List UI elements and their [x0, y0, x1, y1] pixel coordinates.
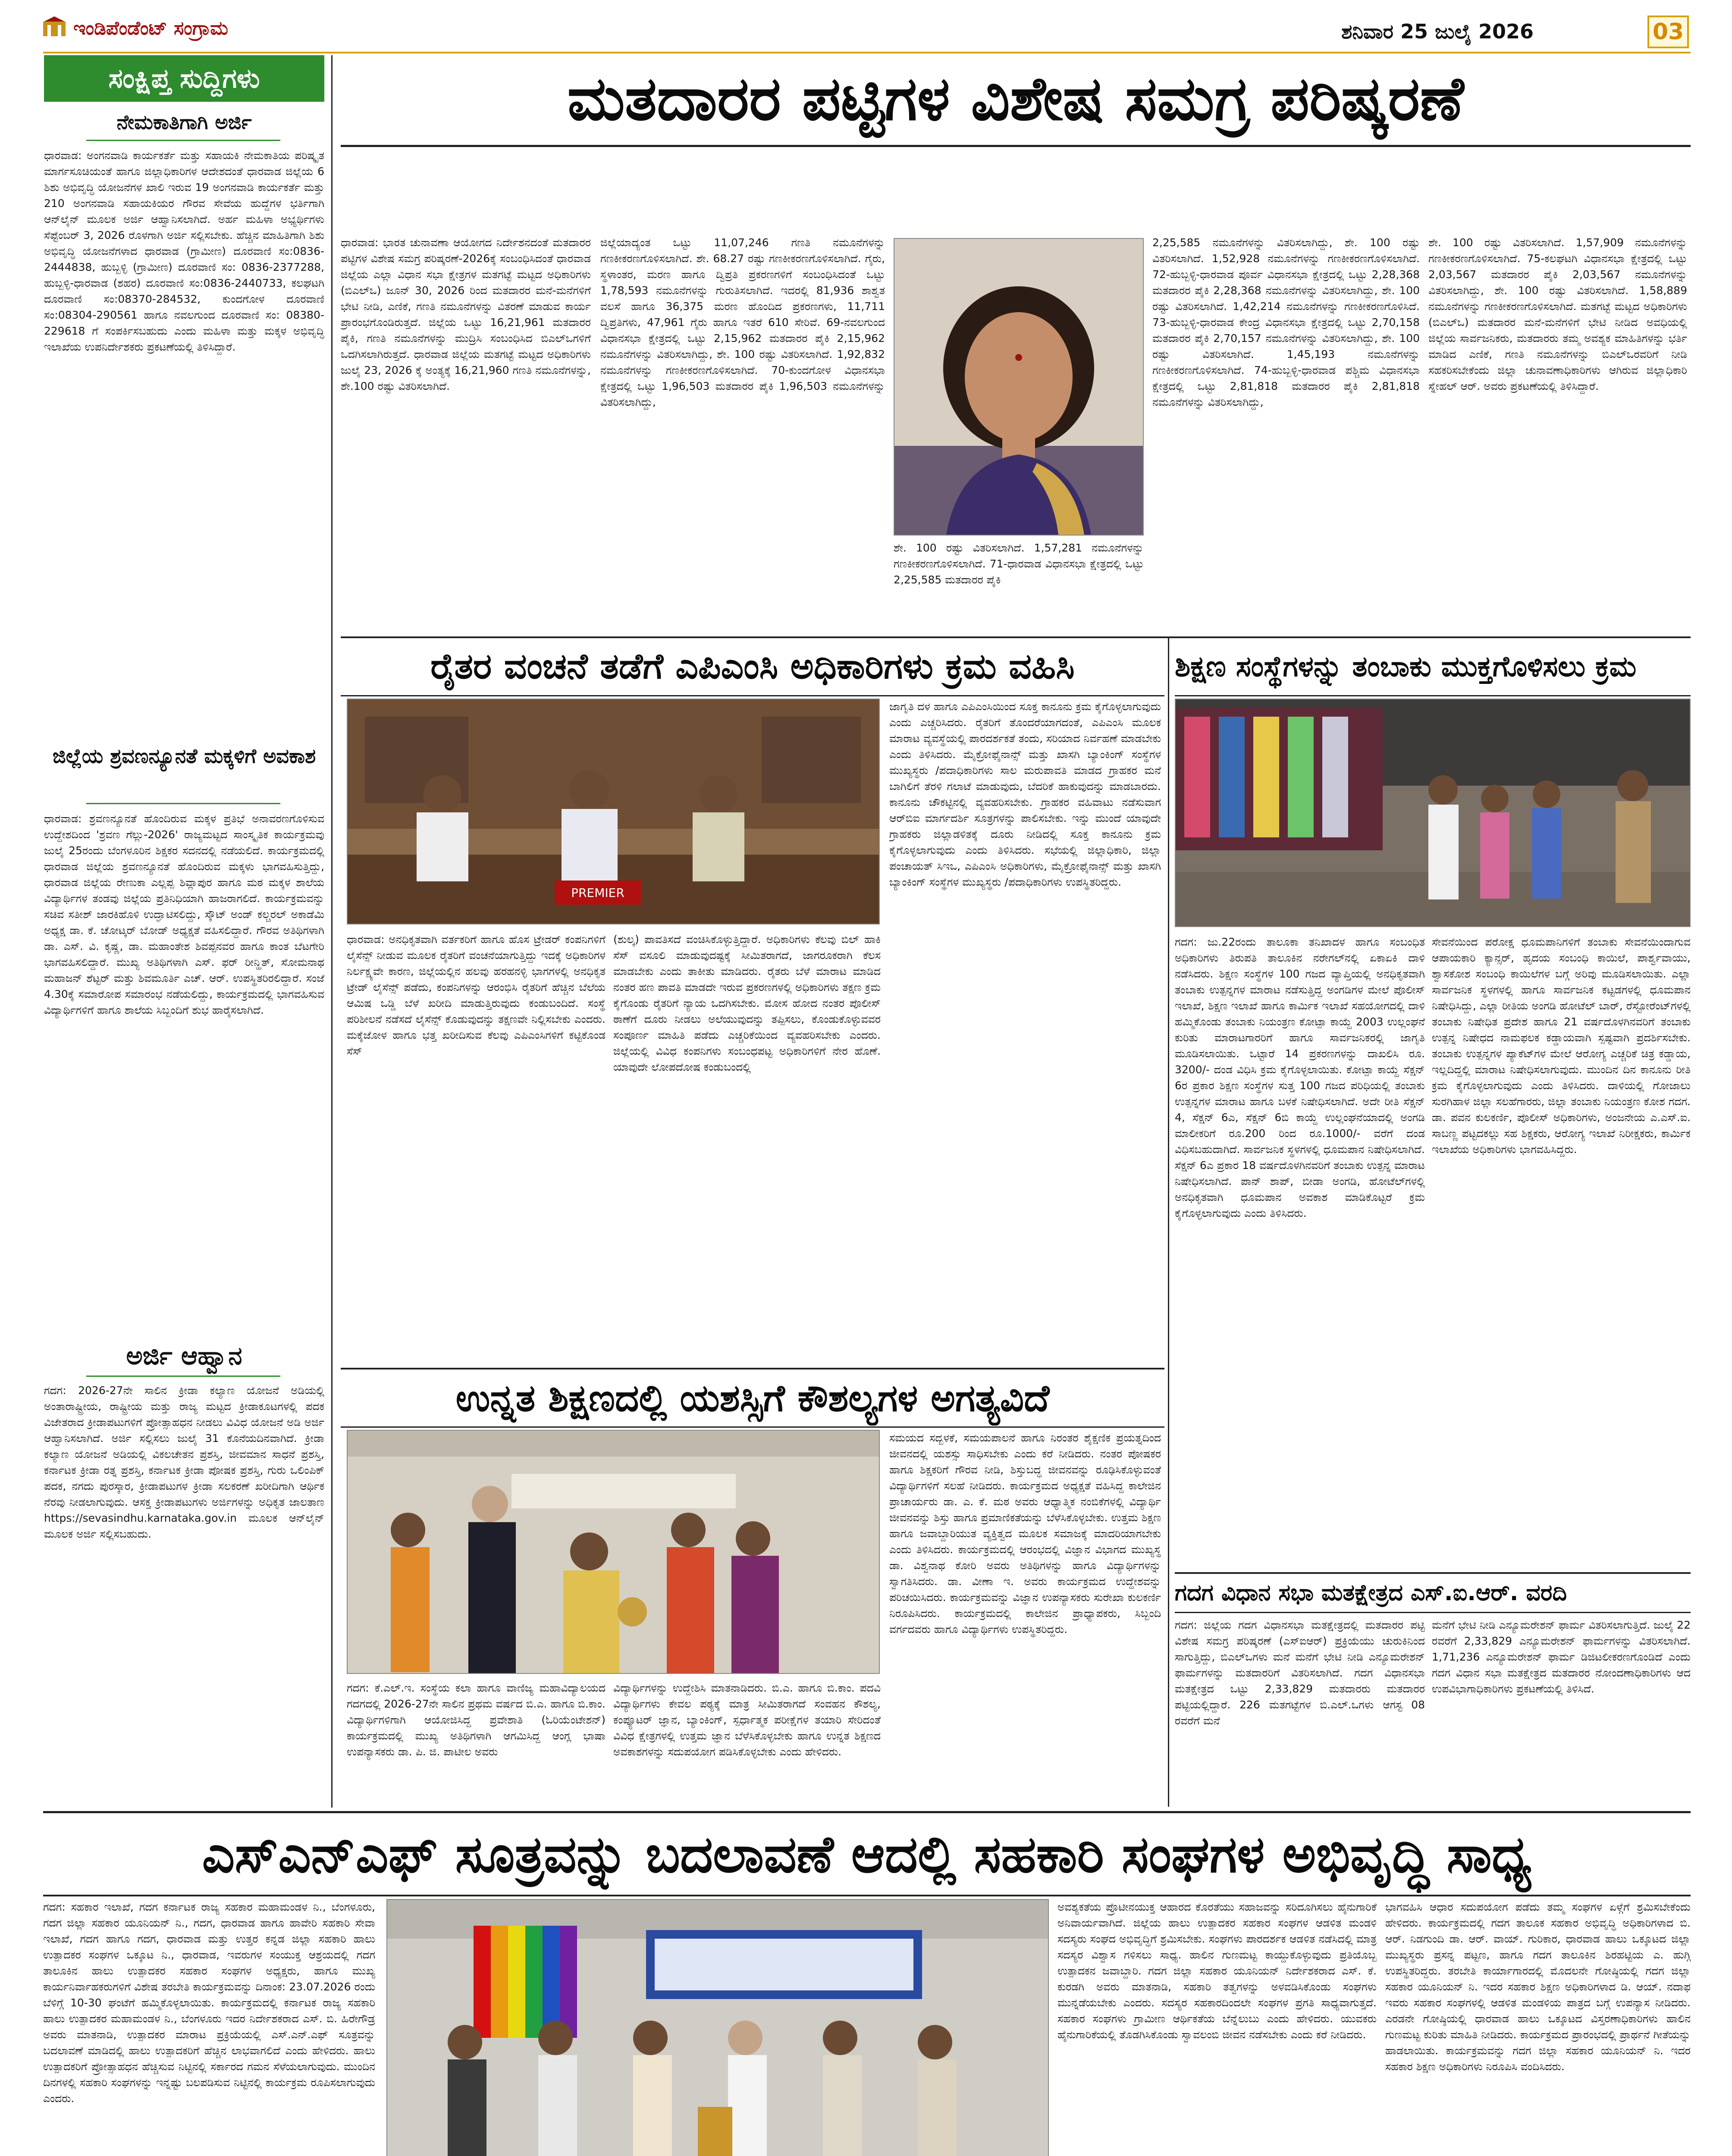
column-rule — [1168, 638, 1169, 1807]
story6-photo — [386, 1899, 1049, 2156]
column-rule — [331, 55, 333, 1808]
cooperative-event-photo — [387, 1900, 1048, 2156]
story6-col1: ಗದಗ: ಸಹಕಾರ ಇಲಾಖೆ, ಗದಗ ಕರ್ನಾಟಕ ರಾಜ್ಯ ಸಹಕಾರ ಮಹಾಮಂಡಳ ನಿ., ಬೆಂಗಳೂರು, ಗದಗ ಜಿಲ್ಲಾ ಸಹಕಾರ ಯೂನಿಯನ್ ನಿ., ಗದಗ, ಧಾರವಾಡ ಹಾಗೂ ಹಾವೇರಿ ಸಹಕಾರಿ ಸೇವಾ ಇಲಾಖೆ, ಗದಗ ಹಾಗೂ ಗದಗ, ಧಾರವಾಡ ಮತ್ತು ಉತ್ತರ ಕನ್ನಡ ಜಿಲ್ಲಾ ಸಹಕಾರಿ ಹಾಲು ಉತ್ಪಾದಕರ ಸಂಘಗಳ ಒಕ್ಕೂಟ ನಿ., ಧಾರವಾಡ, ಇವರುಗಳ ಸಂಯುಕ್ತ ಆಶ್ರಯದಲ್ಲಿ ಗದಗ ತಾಲೂಕಿನ ಹಾಲು ಉತ್ಪಾದಕರ ಸಹಕಾರ ಸಂಘಗಳ ಅಧ್ಯಕ್ಷರು, ಹಾಗೂ ಮುಖ್ಯ ಕಾರ್ಯನಿರ್ವಾಹಕರುಗಳಿಗೆ ವಿಶೇಷ ತರಬೇತಿ ಕಾರ್ಯಕ್ರಮವನ್ನು ದಿನಾಂಕ: 23.07.2026 ರಂದು ಬೆಳಿಗ್ಗೆ 10-30 ಘಂಟೆಗೆ ಹಮ್ಮಿಕೊಳ್ಳಲಾಯಿತು. ಕಾರ್ಯಕ್ರಮದಲ್ಲಿ ಕರ್ನಾಟಕ ರಾಜ್ಯ ಸಹಕಾರಿ ಹಾಲು ಉತ್ಪಾದಕರ ಮಹಾಮಂಡಳ ನಿ., ಬೆಂಗಳೂರು ಇದರ ನಿರ್ದೇಶಕರಾದ ಎಸ್. ಬಿ. ಹಿರೇಗೌಡ್ರ ಅವರು ಮಾತನಾಡಿ, ಉತ್ಪಾದಕರ ಮಾರಾಟ ಪ್ರಕ್ರಿಯೆಯಲ್ಲಿ ಎಸ್‌.ಎನ್‌.ಎಫ್ ಸೂತ್ರವನ್ನು ಬದಲಾವಣೆ ಮಾಡಿದಲ್ಲಿ ಹಾಲು ಉತ್ಪಾದಕರಿಗೆ ಹೆಚ್ಚಿನ ಲಾಭವಾಗಲಿದೆ ಎಂದು ಹೇಳಿದರು. ಹಾಲು ಉತ್ಪಾದಕರಿಗೆ ಪ್ರೋತ್ಸಾಹಧನ ಹೆಚ್ಚಿಸುವ ನಿಟ್ಟಿನಲ್ಲಿ ಸರ್ಕಾರದ ಗಮನ ಸೆಳೆಯಲಾಗುವುದು. ಮುಂದಿನ ದಿನಗಳಲ್ಲಿ ಸಹಕಾರಿ ಸಂಘಗಳನ್ನು ಇನ್ನಷ್ಟು ಬಲಪಡಿಸುವ ನಿಟ್ಟಿನಲ್ಲಿ ಕಾರ್ಯಕ್ರಮ ರೂಪಿಸಲಾಗುವುದು ಎಂದರು. — [43, 1901, 375, 2105]
headline: ಶಿಕ್ಷಣ ಸಂಸ್ಥೆಗಳನ್ನು ತಂಬಾಕು ಮುಕ್ತಗೊಳಿಸಲು ಕ್ರಮ — [1175, 650, 1637, 683]
story1-col2: ಜಿಲ್ಲೆಯಾದ್ಯಂತ ಒಟ್ಟು 11,07,246 ಗಣತಿ ನಮೂನೆಗಳನ್ನು ಗಣಕೀಕರಣಗೊಳಿಸಲಾಗಿದೆ. ಶೇ. 68.27 ರಷ್ಟು ಗಣಕೀಕರಣಗೊಳಿಸಲಾಗಿದೆ. ಗೈರು, ಸ್ಥಳಾಂತರ, ಮರಣ ಹಾಗೂ ದ್ವಿಪ್ರತಿ ಪ್ರಕರಣಗಳಿಗೆ ಸಂಬಂಧಿಸಿದಂತೆ ಒಟ್ಟು 1,78,593 ನಮೂನೆಗಳನ್ನು ಗುರುತಿಸಲಾಗಿದೆ. ಇದರಲ್ಲಿ 81,936 ಶಾಶ್ವತ ವಲಸೆ ಹಾಗೂ 36,375 ಮರಣ ಹೊಂದಿದ ಪ್ರಕರಣಗಳು, 11,711 ದ್ವಿಪ್ರತಿಗಳು, 47,961 ಗೈರು ಹಾಗೂ ಇತರೆ 610 ಸೇರಿವೆ. 69-ನವಲಗುಂದ ವಿಧಾನಸಭಾ ಕ್ಷೇತ್ರದಲ್ಲಿ ಒಟ್ಟು 2,15,962 ಮತದಾರರ ಪೈಕಿ 2,15,962 ನಮೂನೆಗಳನ್ನು ವಿತರಿಸಲಾಗಿದ್ದು, ಶೇ. 100 ರಷ್ಟು ವಿತರಿಸಲಾಗಿದೆ. 1,92,832 ನಮೂನೆಗಳನ್ನು ಗಣಕೀಕರಣಗೊಳಿಸಲಾಗಿದೆ. 70-ಕುಂದಗೋಳ ವಿಧಾನಸಭಾ ಕ್ಷೇತ್ರದಲ್ಲಿ ಒಟ್ಟು 1,96,503 ಮತದಾರರ ಪೈಕಿ 1,96,503 ನಮೂನೆಗಳನ್ನು ವಿತರಿಸಲಾಗಿದ್ದು, — [600, 236, 885, 408]
sidebar-item-body: ಗದಗ: 2026-27ನೇ ಸಾಲಿನ ಕ್ರೀಡಾ ಕಲ್ಯಾಣ ಯೋಜನೆ ಅಡಿಯಲ್ಲಿ ಅಂತಾರಾಷ್ಟ್ರೀಯ, ರಾಷ್ಟ್ರೀಯ ಮತ್ತು ರಾಜ್ಯ ಮಟ್ಟದ ಕ್ರೀಡಾಕೂಟಗಳಲ್ಲಿ ಪದಕ ವಿಜೇತರಾದ ಕ್ರೀಡಾಪಟುಗಳಿಗೆ ಪ್ರೋತ್ಸಾಹಧನ ನೀಡಲು ವಿವಿಧ ಯೋಜನೆ ಅಡಿ ಅರ್ಜಿ ಆಹ್ವಾನಿಸಲಾಗಿದೆ. ಅರ್ಜಿ ಸಲ್ಲಿಸಲು ಜುಲೈ 31 ಕೊನೆಯದಿನವಾಗಿದೆ. ಕ್ರೀಡಾ ಕಲ್ಯಾಣ ಯೋಜನೆ ಅಡಿಯಲ್ಲಿ ವಿಕಲಚೇತನ ಪ್ರಶಸ್ತಿ, ಜೀವಮಾನ ಸಾಧನೆ ಪ್ರಶಸ್ತಿ, ಕರ್ನಾಟಕ ಕ್ರೀಡಾ ರತ್ನ ಪ್ರಶಸ್ತಿ, ಕರ್ನಾಟಕ ಕ್ರೀಡಾ ಪೋಷಕ ಪ್ರಶಸ್ತಿ, ಗುರು ಒಲಿಂಪಿಕ್ ಪದಕ, ನಗದು ಪುರಸ್ಕಾರ, ಕ್ರೀಡಾಪಟುಗಳ ಕ್ರೀಡಾ ಸಲಕರಣೆ ಖರೀದಿಗಾಗಿ ಆರ್ಥಿಕ ನೆರವು ನೀಡಲಾಗುವುದು. ಆಸಕ್ತ ಕ್ರೀಡಾಪಟುಗಳು ಅರ್ಜಿಗಳನ್ನು ಅಧಿಕೃತ ಜಾಲತಾಣ https://sevasindhu.karnataka.gov.in ಮೂಲಕ ಆನ್‌ಲೈನ್ ಮೂಲಕ ಅರ್ಜಿ ಸಲ್ಲಿಸಬಹುದು. — [44, 1384, 324, 1540]
story1-col5: ಶೇ. 100 ರಷ್ಟು ವಿತರಿಸಲಾಗಿದೆ. 1,57,909 ನಮೂನೆಗಳನ್ನು ಗಣಕೀಕರಣಗೊಳಿಸಲಾಗಿದೆ. 75-ಕಲಘಟಗಿ ವಿಧಾನಸಭಾ ಕ್ಷೇತ್ರದಲ್ಲಿ ಒಟ್ಟು 2,03,567 ಮತದಾರರ ಪೈಕಿ 2,03,567 ನಮೂನೆಗಳನ್ನು ವಿತರಿಸಲಾಗಿದ್ದು, ಶೇ. 100 ರಷ್ಟು ವಿತರಿಸಲಾಗಿದೆ. 1,58,889 ನಮೂನೆಗಳನ್ನು ಗಣಕೀಕರಣಗೊಳಿಸಲಾಗಿದೆ. ಮತಗಟ್ಟೆ ಮಟ್ಟದ ಅಧಿಕಾರಿಗಳು (ಬಿಎಲ್‌ಒ) ಮತದಾರರ ಮನೆ-ಮನೆಗಳಿಗೆ ಭೇಟಿ ನೀಡಿದ ಅವಧಿಯಲ್ಲಿ ಜಿಲ್ಲೆಯ ಸಾರ್ವಜನಿಕರು, ಮತದಾರರು ತಮ್ಮ ಅವಶ್ಯಕ ಮಾಹಿತಿಗಳನ್ನು ಭರ್ತಿ ಮಾಡಿದ ಎಣಿಕೆ, ಗಣತಿ ನಮೂನೆಗಳನ್ನು ಬಿಎಲ್‌ಒರವರಿಗೆ ನೀಡಿ ಸಹಕರಿಸಬೇಕೆಂದು ಜಿಲ್ಲಾ ಚುನಾವಣಾಧಿಕಾರಿಗಳು ಆಗಿರುವ ಜಿಲ್ಲಾಧಿಕಾರಿ ಸ್ನೇಹಲ್ ಆರ್. ಅವರು ಪ್ರಕಟಣೆಯಲ್ಲಿ ತಿಳಿಸಿದ್ದಾರೆ. — [1428, 236, 1687, 392]
story1-col4: 2,25,585 ನಮೂನೆಗಳನ್ನು ವಿತರಿಸಲಾಗಿದ್ದು, ಶೇ. 100 ರಷ್ಟು ವಿತರಿಸಲಾಗಿದೆ. 1,52,928 ನಮೂನೆಗಳನ್ನು ಗಣಕೀಕರಣಗೊಳಿಸಲಾಗಿದೆ. 72-ಹುಬ್ಬಳ್ಳಿ-ಧಾರವಾಡ ಪೂರ್ವ ವಿಧಾನಸಭಾ ಕ್ಷೇತ್ರದಲ್ಲಿ ಒಟ್ಟು 2,28,368 ಮತದಾರರ ಪೈಕಿ 2,28,368 ನಮೂನೆಗಳನ್ನು ವಿತರಿಸಲಾಗಿದ್ದು, ಶೇ. 100 ರಷ್ಟು ವಿತರಿಸಲಾಗಿದೆ. 1,42,214 ನಮೂನೆಗಳನ್ನು ಗಣಕೀಕರಣಗೊಳಿಸಿದೆ. 73-ಹುಬ್ಬಳ್ಳಿ-ಧಾರವಾಡ ಕೇಂದ್ರ ವಿಧಾನಸಭಾ ಕ್ಷೇತ್ರದಲ್ಲಿ ಒಟ್ಟು 2,70,158 ಮತದಾರರ ಪೈಕಿ 2,70,157 ನಮೂನೆಗಳನ್ನು ವಿತರಿಸಲಾಗಿದ್ದು, ಶೇ. 100 ರಷ್ಟು ವಿತರಿಸಲಾಗಿದೆ. 1,45,193 ನಮೂನೆಗಳನ್ನು ಗಣಕೀಕರಣಗೊಳಿಸಲಾಗಿದೆ. 74-ಹುಬ್ಬಳ್ಳಿ-ಧಾರವಾಡ ಪಶ್ಚಿಮ ವಿಧಾನಸಭಾ ಕ್ಷೇತ್ರದಲ್ಲಿ ಒಟ್ಟು 2,81,818 ಮತದಾರರ ಪೈಕಿ 2,81,818 ನಮೂನೆಗಳನ್ನು ವಿತರಿಸಲಾಗಿದ್ದು, — [1152, 236, 1420, 408]
headline-rule — [341, 695, 1164, 696]
section-rule — [341, 636, 1691, 638]
section-rule — [341, 1368, 1164, 1369]
felicitation-photo — [348, 1431, 879, 1673]
story6-col4: ಅವಶ್ಯಕತೆಯ ಪ್ರೊಟೀನಯುಕ್ತ ಆಹಾರದ ಕೊರತೆಯು ಸಹಾಜವನ್ನು ಸರಿದೂಗಿಸಲು ಹೈನುಗಾರಿಕೆ ಅನಿವಾರ್ಯವಾಗಿದೆ. ಜಿಲ್ಲೆಯ ಹಾಲು ಉತ್ಪಾದಕರ ಸಹಕಾರ ಸಂಘಗಳ ಆಡಳಿತ ಮಂಡಳಿ ಸದಸ್ಯರು ಸಂಘದ ಅಭಿವೃದ್ಧಿಗೆ ಶ್ರಮಿಸಬೇಕು. ಸಂಘಗಳು ಪಾರದರ್ಶಕ ಆಡಳಿತ ನಡೆಸಿದಲ್ಲಿ ಮಾತ್ರ ಸದಸ್ಯರ ವಿಶ್ವಾಸ ಗಳಿಸಲು ಸಾಧ್ಯ. ಹಾಲಿನ ಗುಣಮಟ್ಟ ಕಾಯ್ದುಕೊಳ್ಳುವುದು ಪ್ರತಿಯೊಬ್ಬ ಉತ್ಪಾದಕನ ಜವಾಬ್ದಾರಿ. ಗದಗ ಜಿಲ್ಲಾ ಸಹಕಾರ ಯೂನಿಯನ್ ನಿರ್ದೇಶಕರಾದ ಎಸ್. ಕೆ. ಕುರಡಗಿ ಅವರು ಮಾತನಾಡಿ, ಸಹಕಾರಿ ತತ್ವಗಳನ್ನು ಅಳವಡಿಸಿಕೊಂಡು ಸಂಘಗಳು ಮುನ್ನಡೆಯಬೇಕು ಎಂದರು. ಸದಸ್ಯರ ಸಹಕಾರದಿಂದಲೇ ಸಂಘಗಳ ಪ್ರಗತಿ ಸಾಧ್ಯವಾಗುತ್ತದೆ. ಸಹಕಾರ ಸಂಘಗಳು ಗ್ರಾಮೀಣ ಆರ್ಥಿಕತೆಯ ಬೆನ್ನೆಲುಬು ಎಂದು ಹೇಳಿದರು. ಯುವಕರು ಹೈನುಗಾರಿಕೆಯಲ್ಲಿ ತೊಡಗಿಸಿಕೊಂಡು ಸ್ವಾವಲಂಬಿ ಜೀವನ ನಡೆಸಬೇಕು ಎಂದು ಕರೆ ನೀಡಿದರು. — [1057, 1901, 1377, 2041]
story1-photo-caption: ಶೇ. 100 ರಷ್ಟು ವಿತರಿಸಲಾಗಿದೆ. 1,57,281 ನಮೂನೆಗಳನ್ನು ಗಣಕೀಕರಣಗೊಳಿಸಲಾಗಿದೆ. 71-ಧಾರವಾಡ ವಿಧಾನಸಭಾ ಕ್ಷೇತ್ರದಲ್ಲಿ ಒಟ್ಟು 2,25,585 ಮತದಾರರ ಪೈಕಿ — [894, 542, 1144, 586]
raid-photo — [1176, 699, 1690, 926]
divider — [86, 140, 280, 141]
paper-name: ಇಂಡಿಪೆಂಡೆಂಟ್ ಸಂಗ್ರಾಮ — [73, 17, 228, 39]
story2-col3: ಜಾಗೃತಿ ದಳ ಹಾಗೂ ಎಪಿಎಂಸಿಯಿಂದ ಸೂಕ್ತ ಕಾನೂನು ಕ್ರಮ ಕೈಗೊಳ್ಳಲಾಗುವುದು ಎಂದು ಎಚ್ಚರಿಸಿದರು. ರೈತರಿಗೆ ತೊಂದರೆಯಾಗದಂತೆ, ಎಪಿಎಂಸಿ ಮೂಲಕ ಮಾರಾಟ ವ್ಯವಸ್ಥೆಯಲ್ಲಿ ಪಾರದರ್ಶಕತೆ ತಂದು, ಸರಿಯಾದ ನಿರ್ವಹಣೆ ಮಾಡಬೇಕು ಎಂದು ತಿಳಿಸಿದರು. ಮೈಕ್ರೋಫೈನಾನ್ಸ್ ಮತ್ತು ಖಾಸಗಿ ಬ್ಯಾಂಕಿಂಗ್ ಸಂಸ್ಥೆಗಳ ಮುಖ್ಯಸ್ಥರು /ಪದಾಧಿಕಾರಿಗಳು ಸಾಲ ಮರುಪಾವತಿ ಮಾಡದ ಗ್ರಾಹಕರ ಮನೆ ಬಾಗಿಲಿಗೆ ತೆರಳಿ ಗಲಾಟೆ ಮಾಡುವುದು, ಬೆದರಿಕೆ ಹಾಕುವುದನ್ನು ಮಾಡಬಾರದು. ಕಾನೂನು ಚೌಕಟ್ಟಿನಲ್ಲಿ ವ್ಯವಹರಿಸಬೇಕು. ಗ್ರಾಹಕರ ವಹಿವಾಟು ನಡೆಸುವಾಗ ಆರ್‌ಬಿಐ ಮಾರ್ಗದರ್ಶಿ ಸೂತ್ರಗಳನ್ನು ಪಾಲಿಸಬೇಕು. ಇನ್ನು ಮುಂದೆ ಯಾವುದೇ ಗ್ರಾಹಕರು ಜಿಲ್ಲಾಡಳಿತಕ್ಕೆ ದೂರು ನೀಡಿದಲ್ಲಿ ಸೂಕ್ತ ಕಾನೂನು ಕ್ರಮ ಕೈಗೊಳ್ಳಲಾಗುವುದು ಎಂದು ತಿಳಿಸಿದರು. ಸಭೆಯಲ್ಲಿ ಜಿಲ್ಲಾಧಿಕಾರಿ, ಜಿಲ್ಲಾ ಪಂಚಾಯತ್ ಸಿಇಒ, ಎಪಿಎಂಸಿ ಅಧಿಕಾರಿಗಳು, ಮೈಕ್ರೋಫೈನಾನ್ಸ್ ಮತ್ತು ಖಾಸಗಿ ಬ್ಯಾಂಕಿಂಗ್ ಸಂಸ್ಥೆಗಳ ಮುಖ್ಯಸ್ಥರು /ಪದಾಧಿಕಾರಿಗಳು ಉಪಸ್ಥಿತರಿದ್ದರು. — [889, 700, 1161, 888]
headline: ಎಸ್‌ಎನ್‌ಎಫ್ ಸೂತ್ರವನ್ನು ಬದಲಾವಣೆ ಆದಲ್ಲಿ ಸಹಕಾರಿ ಸಂಘಗಳ ಅಭಿವೃದ್ಧಿ ಸಾಧ್ಯ — [202, 1824, 1532, 1884]
story5-col2: ಮನೆಗೆ ಭೇಟಿ ನೀಡಿ ಎನ್ಯೂಮರೇಶನ್ ಫಾರ್ಮ ವಿತರಿಸಲಾಗುತ್ತಿದೆ. ಜುಲೈ 22 ರವರೆಗೆ 2,33,829 ಎನ್ಯೂಮರೇಶನ್ ಫಾರ್ಮಗಳನ್ನು ವಿತರಿಸಲಾಗಿದೆ. 1,71,236 ಎನ್ಯೂಮರೇಶನ್ ಫಾರ್ಮ ಡಿಜಿಟಲೀಕರಣಗೊಂಡಿದೆ ಎಂದು ಗದಗ ವಿಧಾನ ಸಭಾ ಮತಕ್ಷೇತ್ರದ ಮತದಾರರ ನೋಂದಣಾಧಿಕಾರಿಗಳು ಆದ ಉಪವಿಭಾಗಾಧಿಕಾರಿಗಳು ಪ್ರಕಟಣೆಯಲ್ಲಿ ತಿಳಿಸಿದೆ. — [1432, 1619, 1691, 1695]
portrait-image — [894, 239, 1143, 535]
story2-col1: ಧಾರವಾಡ: ಅನಧಿಕೃತವಾಗಿ ವರ್ತಕರಿಗೆ ಹಾಗೂ ಹೊಸ ಟ್ರೇಡರ್ ಕಂಪನಿಗಳಿಗೆ ಲೈಸೆನ್ಸ್ ನೀಡುವ ಮೂಲಕ ರೈತರಿಗೆ ವಂಚನೆಯಾಗುತ್ತಿದ್ದು ಇದಕ್ಕೆ ಅಧಿಕಾರಿಗಳ ನಿರ್ಲಕ್ಷ್ಯವೇ ಕಾರಣ, ಜಿಲ್ಲೆಯಲ್ಲಿನ ಹಲವು ಹರಹನಳ್ಳಿ ಭಾಗಗಳಲ್ಲಿ ಅನಧಿಕೃತ ಟ್ರೇಡ್ ಲೈಸೆನ್ಸ್ ಪಡೆದು, ಕಂಪನಿಗಳನ್ನು ಆರಂಭಿಸಿ ರೈತರಿಗೆ ಹೆಚ್ಚಿನ ಬೆಲೆಯ ಆಮಿಷ ಒಡ್ಡಿ ಬೆಳೆ ಖರೀದಿ ಮಾಡುತ್ತಿರುವುದು ಕಂಡುಬಂದಿದೆ. ಸಂಸ್ಥೆ ಪರಿಶೀಲನೆ ನಡೆಸದೆ ಲೈಸೆನ್ಸ್ ಕೊಡುವುದನ್ನು ತಕ್ಷಣವೇ ನಿಲ್ಲಿಸಬೇಕು ಎಂದರು. ಮಕ್ಕೆಜೋಳ ಹಾಗೂ ಭತ್ತ ಖರೀದಿಸುವ ಕೆಲವು ಎಪಿಎಂಸಿಗಳಿಗೆ ಕಟ್ಟಿಕೊಂಡ ಸೆಸ್ — [347, 933, 606, 1057]
story6-col5: ಭಾಗವಹಿಸಿ ಆಧಾರ ಸದುಪಯೋಗ ಪಡೆದು ತಮ್ಮ ಸಂಘಗಳ ಏಳ್ಗೆಗೆ ಶ್ರಮಿಸಬೇಕೆಂದು ಹೇಳಿದರು. ಕಾರ್ಯಕ್ರಮದಲ್ಲಿ ಗದಗ ತಾಲೂಕ ಸಹಕಾರ ಅಭಿವೃದ್ಧಿ ಅಧಿಕಾರಿಗಳಾದ ಬಿ. ಆರ್. ನಿಡಗುಂದಿ ಡಾ. ಆರ್. ವಾಯ್. ಗುರಿಕಾರ, ಧಾರವಾಡ ಹಾಲು ಒಕ್ಕೂಟದ ಜಿಲ್ಲಾ ಮುಖ್ಯಸ್ಥರು ಪ್ರಸನ್ನ ಪಟ್ಟಣ, ಹಾಗೂ ಗದಗ ತಾಲೂಕಿನ ಶಿರಹಟ್ಟಿಯ ಎ. ಹುಗ್ಗಿ ಉಪಸ್ಥಿತರಿದ್ದರು. ತರಬೇತಿ ಕಾರ್ಯಾಗಾರದಲ್ಲಿ ಮೊದಲನೇ ಗೋಷ್ಠಿಯಲ್ಲಿ ಗದಗ ಜಿಲ್ಲಾ ಸಹಕಾರ ಯೂನಿಯನ್ ನಿ. ಇದರ ಸಹಕಾರ ಶಿಕ್ಷಣ ಅಧಿಕಾರಿಗಳಾದ ಡಿ. ಆಯ್. ನದಾಫ ಇವರು ಸಹಕಾರ ಸಂಘಗಳಲ್ಲಿ ಆಡಳಿತ ಮಂಡಳಿಯ ಪಾತ್ರದ ಬಗ್ಗೆ ಉಪನ್ಯಾಸ ನೀಡಿದರು. ಎರಡನೇ ಗೋಷ್ಠಿಯಲ್ಲಿ ಧಾರವಾಡ ಹಾಲು ಒಕ್ಕೂಟದ ವಿಸ್ತರಣಾಧಿಕಾರಿಗಳು ಹಾಲಿನ ಗುಣಮಟ್ಟ ಕುರಿತು ಮಾಹಿತಿ ನೀಡಿದರು. ಕಾರ್ಯಕ್ರಮದ ಪ್ರಾರಂಭದಲ್ಲಿ ಪ್ರಾರ್ಥನೆ ಗೀತೆಯನ್ನು ಹಾಡಲಾಯಿತು. ಕಾರ್ಯಕ್ರಮವನ್ನು ಗದಗ ಜಿಲ್ಲಾ ಸಹಕಾರ ಯೂನಿಯನ್ ನಿ. ಇದರ ಸಹಕಾರ ಶಿಕ್ಷಣ ಅಧಿಕಾರಿಗಳು ನಿರೂಪಿಸಿ ವಂದಿಸಿದರು. — [1385, 1901, 1691, 2073]
meeting-photo — [348, 699, 879, 924]
story3-col2: ಸೇವನೆಯಿಂದ ಪರೋಕ್ಷ ಧೂಮಪಾನಿಗಳಿಗೆ ತಂಬಾಕು ಸೇವನೆಯಿಂದಾಗುವ ಆಪಾಯಕಾರಿ ಕ್ಯಾನ್ಸರ್, ಹೃದಯ ಸಂಬಂಧಿ ಕಾಯಿಲೆ, ಪಾರ್ಶ್ವವಾಯು, ಶ್ವಾಸಕೋಶ ಸಂಬಂಧಿ ಕಾಯಿಲೆಗಳ ಬಗ್ಗೆ ಅರಿವು ಮೂಡಿಸಲಾಯಿತು. ಎಲ್ಲಾ ಸಾರ್ವಜನಿಕ ಸ್ಥಳಗಳಲ್ಲಿ ಹಾಗೂ ಸಾರ್ವಜನಿಕ ಕಟ್ಟಡಗಳಲ್ಲಿ ಧೂಮಪಾನ ನಿಷೇಧಿಸಿದ್ದು, ಎಲ್ಲಾ ರೀತಿಯ ಅಂಗಡಿ ಹೋಟೆಲ್ ಬಾರ್, ರೆಸ್ಟೋರೆಂಟ್‌ಗಳಲ್ಲಿ ತಂಬಾಕು ನಿಷೇಧಿತ ಪ್ರದೇಶ ಹಾಗೂ 21 ವರ್ಷದೊಳಗಿನವರಿಗೆ ತಂಬಾಕು ಉತ್ಪನ್ನ ನಿಷೇಧದ ನಾಮಫಲಕ ಕಡ್ಡಾಯವಾಗಿ ಸ್ಪಷ್ಟವಾಗಿ ಪ್ರದರ್ಶಿಸಬೇಕು. ತಂಬಾಕು ಉತ್ಪನ್ನಗಳ ಪ್ಯಾಕೆಟ್‌ಗಳ ಮೇಲೆ ಆರೋಗ್ಯ ಎಚ್ಚರಿಕೆ ಚಿತ್ರ ಕಡ್ಡಾಯ, ಇಲ್ಲದಿದ್ದಲ್ಲಿ ಮಾರಾಟ ನಿಷೇಧಿಸಲಾಗುವುದು. ಮುಂದಿನ ದಿನ ಕಾನೂನು ರೀತಿ ಕ್ರಮ ಕೈಗೊಳ್ಳಲಾಗುವುದು ಎಂದು ತಿಳಿಸಿದರು. ದಾಳಿಯಲ್ಲಿ ಗೋಜಾಲು ಸುರಗಿಹಾಳ ಜಿಲ್ಲಾ ಸಲಹೆಗಾರರು, ಜಿಲ್ಲಾ ತಂಬಾಕು ನಿಯಂತ್ರಣ ಕೋಶ ಗದಗ. ಡಾ. ಪವನ ಕುಲಕರ್ಣಿ, ಪೊಲೀಸ್ ಅಧಿಕಾರಿಗಳು, ಅಂಜನೇಯ ಎ.ಎಸ್.ಐ. ಸಾಬಣ್ಣ ಪಟ್ಟದಕಲ್ಲು ಸಹ ಶಿಕ್ಷಕರು, ಆರೋಗ್ಯ ಇಲಾಖೆ ನಿರೀಕ್ಷಕರು, ಕಾರ್ಮಿಕ ಇಲಾಖೆಯ ಅಧಿಕಾರಿಗಳು ಭಾಗವಹಿಸಿದ್ದರು. — [1432, 936, 1691, 1156]
page-number: 03 — [1647, 16, 1689, 48]
sidebar-heading: ಸಂಕ್ಷಿಪ್ತ ಸುದ್ದಿಗಳು — [44, 55, 324, 102]
headline-rule — [341, 145, 1691, 147]
banner-text: PREMIER — [571, 886, 624, 900]
masthead-logo — [41, 16, 67, 41]
divider — [86, 803, 280, 804]
logo-icon — [41, 16, 67, 41]
section-rule — [1175, 1572, 1691, 1574]
story3-col1: ಗದಗ: ಜು.22ರಂದು ತಾಲೂಕಾ ತನಿಖಾದಳ ಹಾಗೂ ಸಂಬಂಧಿತ ಅಧಿಕಾರಿಗಳು ತಿರುಪತಿ ತಾಲೂಕಿನ ನರೇಗಲ್‌ನಲ್ಲಿ ಏಕಾಏಕಿ ದಾಳಿ ನಡೆಸಿದರು. ಶಿಕ್ಷಣ ಸಂಸ್ಥೆಗಳ 100 ಗಜದ ವ್ಯಾಪ್ತಿಯಲ್ಲಿ ಅನಧಿಕೃತವಾಗಿ ತಂಬಾಕು ಉತ್ಪನ್ನಗಳ ಮಾರಾಟ ನಡೆಸುತ್ತಿದ್ದ ಅಂಗಡಿಗಳ ಮೇಲೆ ಪೊಲೀಸ್ ಇಲಾಖೆ, ಶಿಕ್ಷಣ ಇಲಾಖೆ ಹಾಗೂ ಕಾರ್ಮಿಕ ಇಲಾಖೆ ಸಹಯೋಗದಲ್ಲಿ ದಾಳಿ ಹಮ್ಮಿಕೊಂಡು ತಂಬಾಕು ನಿಯಂತ್ರಣ ಕೋಟ್ಪಾ ಕಾಯ್ದೆ 2003 ಉಲ್ಲಂಘನೆ ಕುರಿತು ಮಾರಾಟಗಾರರಿಗೆ ಹಾಗೂ ಸಾರ್ವಜನಿಕರಲ್ಲಿ ಜಾಗೃತಿ ಮೂಡಿಸಲಾಯಿತು. ಒಟ್ಟಾರೆ 14 ಪ್ರಕರಣಗಳನ್ನು ದಾಖಲಿಸಿ ರೂ. 3200/- ದಂಡ ವಿಧಿಸಿ ಕ್ರಮ ಕೈಗೊಳ್ಳಲಾಯಿತು. ಕೋಟ್ಪಾ ಕಾಯ್ದೆ ಸೆಕ್ಷನ್ 6ರ ಪ್ರಕಾರ ಶಿಕ್ಷಣ ಸಂಸ್ಥೆಗಳ ಸುತ್ತ 100 ಗಜದ ಪರಿಧಿಯಲ್ಲಿ ತಂಬಾಕು ಉತ್ಪನ್ನಗಳ ಮಾರಾಟ ಹಾಗೂ ಬಳಕೆ ನಿಷೇಧಿಸಲಾಗಿದೆ. ಅದೇ ರೀತಿ ಸೆಕ್ಷನ್ 4, ಸೆಕ್ಷನ್ 6ಎ, ಸೆಕ್ಷನ್ 6ಬಿ ಕಾಯ್ದೆ ಉಲ್ಲಂಘನೆಯಾದಲ್ಲಿ ಅಂಗಡಿ ಮಾಲೀಕರಿಗೆ ರೂ.200 ರಿಂದ ರೂ.1000/- ವರೆಗೆ ದಂಡ ವಿಧಿಸಬಹುದಾಗಿದೆ. ಸಾರ್ವಜನಿಕ ಸ್ಥಳಗಳಲ್ಲಿ ಧೂಮಪಾನ ನಿಷೇಧಿಸಲಾಗಿದೆ. ಸೆಕ್ಷನ್ 6ಎ ಪ್ರಕಾರ 18 ವರ್ಷದೊಳಗಿನವರಿಗೆ ತಂಬಾಕು ಉತ್ಪನ್ನ ಮಾರಾಟ ನಿಷೇಧಿಸಲಾಗಿದೆ. ಪಾನ್ ಶಾಪ್, ಬೀಡಾ ಅಂಗಡಿ, ಹೋಟೆಲ್‌ಗಳಲ್ಲಿ ಅನಧಿಕೃತವಾಗಿ ಧೂಮಪಾನ ಅವಕಾಶ ಮಾಡಿಕೊಟ್ಟರೆ ಕ್ರಮ ಕೈಗೊಳ್ಳಲಾಗುವುದು ಎಂದು ತಿಳಿಸಿದರು. — [1175, 936, 1425, 1219]
story1-col1: ಧಾರವಾಡ: ಭಾರತ ಚುನಾವಣಾ ಆಯೋಗದ ನಿರ್ದೇಶನದಂತೆ ಮತದಾರರ ಪಟ್ಟಿಗಳ ವಿಶೇಷ ಸಮಗ್ರ ಪರಿಷ್ಕರಣೆ-2026ಕ್ಕೆ ಸಂಬಂಧಿಸಿದಂತೆ ಧಾರವಾಡ ಜಿಲ್ಲೆಯ ಎಲ್ಲಾ ವಿಧಾನ ಸಭಾ ಕ್ಷೇತ್ರಗಳ ಮತಗಟ್ಟೆ ಮಟ್ಟದ ಅಧಿಕಾರಿಗಳು (ಬಿಎಲ್‌ಒ) ಜೂನ್ 30, 2026 ರಿಂದ ಮತದಾರರ ಮನೆ-ಮನೆಗಳಿಗೆ ಭೇಟಿ ನೀಡಿ, ಎಣಿಕೆ, ಗಣತಿ ನಮೂನೆಗಳನ್ನು ವಿತರಣೆ ಮಾಡುವ ಕಾರ್ಯ ಪ್ರಾರಂಭಗೊಂಡಿರುತ್ತದೆ. ಜಿಲ್ಲೆಯ ಒಟ್ಟು 16,21,961 ಮತದಾರರ ಪೈಕಿ, ಗಣತಿ ನಮೂನೆಗಳನ್ನು ಮುದ್ರಿಸಿ ಸಂಬಂಧಿಸಿದ ಬಿಎಲ್‌ಒಗಳಿಗೆ ಒದಗಿಸಲಾಗಿರುತ್ತದೆ. ಧಾರವಾಡ ಜಿಲ್ಲೆಯ ಮತಗಟ್ಟೆ ಮಟ್ಟದ ಅಧಿಕಾರಿಗಳು ಜುಲೈ 23, 2026 ಕ್ಕೆ ಅಂತ್ಯಕ್ಕೆ 16,21,960 ಗಣತಿ ನಮೂನೆಗಳನ್ನು, ಶೇ.100 ರಷ್ಟು ವಿತರಿಸಲಾಗಿದೆ. — [341, 236, 591, 392]
sidebar-item-body: ಧಾರವಾಡ: ಶ್ರವಣನ್ಯೂನತೆ ಹೊಂದಿರುವ ಮಕ್ಕಳ ಪ್ರತಿಭೆ ಅನಾವರಣಗೊಳಿಸುವ ಉದ್ದೇಶದಿಂದ 'ಶ್ರವಣ ಗೆಲ್ಲು-2026' ರಾಜ್ಯಮಟ್ಟದ ಸಾಂಸ್ಕೃತಿಕ ಕಾರ್ಯಕ್ರಮವು ಜುಲೈ 25ರಂದು ಬೆಂಗಳೂರಿನ ಶಿಕ್ಷಕರ ಸದನದಲ್ಲಿ ನಡೆಯಲಿದೆ. ಕಾರ್ಯಕ್ರಮದಲ್ಲಿ ಧಾರವಾಡ ಜಿಲ್ಲೆಯ ಶ್ರವಣನ್ಯೂನತೆ ಹೊಂದಿರುವ ಮಕ್ಕಳು ಭಾಗವಹಿಸುತ್ತಿದ್ದು, ಧಾರವಾಡ ಜಿಲ್ಲೆಯ ರೇಣುಕಾ ಎಲ್ಲಪ್ಪ ಶಿವ್ಲಾಪುರ ಹಾಗೂ ಮಠ ಮಕ್ಕಳ ಶಾಲೆಯ ವಿದ್ಯಾರ್ಥಿಗಳ ತಂಡವು ಜಿಲ್ಲೆಯ ಪ್ರತಿನಿಧಿಯಾಗಿ ಹಾಜರಾಗಲಿದೆ. ಕಾರ್ಯಕ್ರಮವನ್ನು ಸಚಿವ ಸತೀಶ್ ಜಾರಕಿಹೊಳಿ ಉದ್ಘಾಟಿಸಲಿದ್ದು, ಸ್ಕೌಟ್ ಅಂಡ್ ಕಲ್ಚರಲ್ ಅಕಾಡೆಮಿ ಅಧ್ಯಕ್ಷ ಡಾ. ಕೆ. ಚೋಟ್ಕರ್ ಬೋಡ್ ಅಧ್ಯಕ್ಷತೆ ವಹಿಸಲಿದ್ದಾರೆ. ಗೌರವ ಅತಿಥಿಗಳಾಗಿ ಡಾ. ಎಸ್. ವಿ. ಕೃಷ್ಣ, ಡಾ. ಮಹಾಂತೇಶ ಶಿವಪ್ಪನವರ ಹಾಗೂ ಕಾಂತ ಬೆಟಗೇರಿ ಭಾಗವಹಿಸಲಿದ್ದಾರೆ. ಮುಖ್ಯ ಅತಿಥಿಗಳಾಗಿ ಎಸ್. ಫರ್ ರೀನ್ಹಿತ್, ಸೋಮನಾಥ ಮಹಾಜನ್ ಶೆಟ್ಟರ್ ಮತ್ತು ಶಿವಮೂರ್ತಿ ಎಚ್. ಆರ್. ಉಪಸ್ಥಿತರಿರಲಿದ್ದಾರೆ. ಸಂಜೆ 4.30ಕ್ಕೆ ಸಮಾರೋಪ ಸಮಾರಂಭ ನಡೆಯಲಿದ್ದು, ಕಾರ್ಯಕ್ರಮದಲ್ಲಿ ಭಾಗವಹಿಸುವ ವಿದ್ಯಾರ್ಥಿಗಳಿಗೆ ಹಾಗೂ ಶಾಲೆಯ ಸಿಬ್ಬಂದಿಗೆ ಶುಭ ಹಾರೈಸಲಾಗಿದೆ. — [44, 812, 324, 1016]
story5-col1: ಗದಗ: ಜಿಲ್ಲೆಯ ಗದಗ ವಿಧಾನಸಭಾ ಮತಕ್ಷೇತ್ರದಲ್ಲಿ ಮತದಾರರ ಪಟ್ಟಿ ವಿಶೇಷ ಸಮಗ್ರ ಪರಿಷ್ಕರಣೆ (ಎಸ್‌ಐಆರ್) ಪ್ರಕ್ರಿಯೆಯು ಚುರುಕಿನಿಂದ ಸಾಗುತ್ತಿದ್ದು, ಬಿಎಲ್‌ಒಗಳು ಮನೆ ಮನೆಗೆ ಭೇಟಿ ನೀಡಿ ಎನ್ಯೂಮರೇಶನ್ ಫಾರ್ಮಗಳನ್ನು ಮತದಾರರಿಗೆ ವಿತರಿಸಲಾಗಿದೆ. ಗದಗ ವಿಧಾನಸಭಾ ಮತಕ್ಷೇತ್ರದ ಒಟ್ಟು 2,33,829 ಮತದಾರರು ಮತದಾರರ ಪಟ್ಟಿಯಲ್ಲಿದ್ದಾರೆ. 226 ಮತಗಟ್ಟೆಗಳ ಬಿ.ಎಲ್.ಒಗಳು ಆಗಸ್ಟ 08 ರವರೆಗೆ ಮನೆ — [1175, 1619, 1425, 1727]
headline-rule — [43, 1895, 1691, 1896]
sidebar-item-title: ಜಿಲ್ಲೆಯ ಶ್ರವಣನ್ಯೂನತೆ ಮಕ್ಕಳಿಗೆ ಅವಕಾಶ — [52, 744, 316, 768]
story3-photo — [1175, 699, 1691, 927]
sidebar-item-body: ಧಾರವಾಡ: ಅಂಗನವಾಡಿ ಕಾರ್ಯಕರ್ತೆ ಮತ್ತು ಸಹಾಯಕಿ ನೇಮಕಾತಿಯ ಪರಿಷ್ಕೃತ ಮಾರ್ಗಸೂಚಿಯಂತೆ ಹಾಗೂ ಜಿಲ್ಲಾಧಿಕಾರಿಗಳ ಆದೇಶದಂತೆ ಧಾರವಾಡ ಜಿಲ್ಲೆಯ 6 ಶಿಶು ಅಭಿವೃದ್ಧಿ ಯೋಜನೆಗಳ ಖಾಲಿ ಇರುವ 19 ಅಂಗನವಾಡಿ ಕಾರ್ಯಕರ್ತೆ ಮತ್ತು 210 ಅಂಗನವಾಡಿ ಸಹಾಯಕಿಯರ ಗೌರವ ಸೇವೆಯ ಹುದ್ದೆಗಳ ಭರ್ತಿಗಾಗಿ ಆನ್‌ಲೈನ್ ಮೂಲಕ ಅರ್ಜಿ ಆಹ್ವಾನಿಸಲಾಗಿದೆ. ಅರ್ಹ ಮಹಿಳಾ ಅಭ್ಯರ್ಥಿಗಳು ಸೆಪ್ಟೆಂಬರ್ 3, 2026 ರೊಳಗಾಗಿ ಅರ್ಜಿ ಸಲ್ಲಿಸಬೇಕು. ಹೆಚ್ಚಿನ ಮಾಹಿತಿಗಾಗಿ ಶಿಶು ಅಭಿವೃದ್ಧಿ ಯೋಜನೆಗಳಾದ ಧಾರವಾಡ (ಗ್ರಾಮೀಣ) ದೂರವಾಣಿ ಸಂ:0836-2444838, ಹುಬ್ಬಳ್ಳಿ (ಗ್ರಾಮೀಣ) ದೂರವಾಣಿ ಸಂ: 0836-2377288, ಹುಬ್ಬಳ್ಳಿ-ಧಾರವಾಡ (ಶಹರ) ದೂರವಾಣಿ ಸಂ:0836-2440733, ಕಲಘಟಗಿ ದೂರವಾಣಿ ಸಂ:08370-284532, ಕುಂದಗೋಳ ದೂರವಾಣಿ ಸಂ:08304-290561 ಹಾಗೂ ನವಲಗುಂದ ದೂರವಾಣಿ ಸಂ: 08380-229618 ಗೆ ಸಂಪರ್ಕಿಸಬಹುದು ಎಂದು ಮಹಿಳಾ ಮತ್ತು ಮಕ್ಕಳ ಅಭಿವೃದ್ಧಿ ಇಲಾಖೆಯ ಉಪನಿರ್ದೇಶಕರು ಪ್ರಕಟಣೆಯಲ್ಲಿ ತಿಳಿಸಿದ್ದಾರೆ. — [44, 149, 324, 353]
story2-photo — [347, 699, 880, 924]
story2-col2: (ಶುಲ್ಕ) ಪಾವತಿಸದೆ ವಂಚಿಸಿಕೊಳ್ಳುತ್ತಿದ್ದಾರೆ. ಅಧಿಕಾರಿಗಳು ಕೆಲವು ಬಿಲ್ ಹಾಕಿ ಸೆಸ್ ವಸೂಲಿ ಮಾಡುವುದಷ್ಟಕ್ಕೆ ಸೀಮಿತರಾಗದೆ, ಜಾಗರೂಕರಾಗಿ ಕೆಲಸ ಮಾಡಬೇಕು ಎಂದು ತಾಕೀತು ಮಾಡಿದರು. ರೈತರು ಬೆಳೆ ಮಾರಾಟ ಮಾಡಿದ ನಂತರ ಹಣ ಪಾವತಿ ಮಾಡದೇ ಇರುವ ಪ್ರಕರಣಗಳಲ್ಲಿ ಅಧಿಕಾರಿಗಳು ತಕ್ಷಣ ಕ್ರಮ ಕೈಗೊಂಡು ರೈತರಿಗೆ ನ್ಯಾಯ ಒದಗಿಸಬೇಕು. ಮೋಸ ಹೋದ ನಂತರ ಪೊಲೀಸ್ ಠಾಣೆಗೆ ದೂರು ನೀಡಲು ಅಲೆಯುವುದನ್ನು ತಪ್ಪಿಸಲು, ಕೊಂಡುಕೊಳ್ಳುವವರ ಸಂಪೂರ್ಣ ಮಾಹಿತಿ ಪಡೆದು ಎಚ್ಚರಿಕೆಯಿಂದ ವ್ಯವಹರಿಸಬೇಕು ಎಂದರು. ಜಿಲ್ಲೆಯಲ್ಲಿ ವಿವಿಧ ಕಂಪನಿಗಳು ಸಂಬಂಧಪಟ್ಟ ಅಧಿಕಾರಿಗಳಿಗೆ ನೇರ ಹೊಣೆ. ಯಾವುದೇ ಲೋಪದೋಷ ಕಂಡುಬಂದಲ್ಲಿ — [613, 933, 881, 1073]
story4-photo — [347, 1430, 880, 1674]
section-rule — [43, 1811, 1691, 1813]
sidebar-item-title: ನೇಮಕಾತಿಗಾಗಿ ಅರ್ಜಿ — [116, 110, 252, 134]
headline: ಮತದಾರರ ಪಟ್ಟಿಗಳ ವಿಶೇಷ ಸಮಗ್ರ ಪರಿಷ್ಕರಣೆ — [567, 64, 1464, 134]
issue-date: ಶನಿವಾರ 25 ಜುಲೈ 2026 — [1341, 20, 1534, 43]
story4-col3: ಸಮಯದ ಸದ್ಬಳಕೆ, ಸಮಯಪಾಲನೆ ಹಾಗೂ ನಿರಂತರ ಶೈಕ್ಷಣಿಕ ಪ್ರಯತ್ನದಿಂದ ಜೀವನದಲ್ಲಿ ಯಶಸ್ಸು ಸಾಧಿಸಬೇಕು ಎಂದು ಕರೆ ನೀಡಿದರು. ನಂತರ ಪೋಷಕರ ಹಾಗೂ ಶಿಕ್ಷಕರಿಗೆ ಗೌರವ ನೀಡಿ, ಶಿಸ್ತುಬದ್ಧ ಜೀವನವನ್ನು ರೂಢಿಸಿಕೊಳ್ಳುವಂತೆ ವಿದ್ಯಾರ್ಥಿಗಳಿಗೆ ಸಲಹೆ ನೀಡಿದರು. ಕಾರ್ಯಕ್ರಮದ ಅಧ್ಯಕ್ಷತೆ ವಹಿಸಿದ್ದ ಕಾಲೇಜಿನ ಪ್ರಾಚಾರ್ಯರು ಡಾ. ಎ. ಕೆ. ಮಠ ಅವರು ಆಧ್ಯಾತ್ಮಿಕ ನಂಬಿಕೆಗಳಲ್ಲಿ ವಿದ್ಯಾರ್ಥಿ ಜೀವನವನ್ನು ಶಿಸ್ತು ಹಾಗೂ ಪ್ರಮಾಣಿಕತೆಯನ್ನು ಬೆಳೆಸಿಕೊಳ್ಳಬೇಕು. ಉತ್ತಮ ಶಿಕ್ಷಣ ಹಾಗೂ ಜವಾಬ್ದಾರಿಯುತ ವ್ಯಕ್ತಿತ್ವದ ಮೂಲಕ ಸಮಾಜಕ್ಕೆ ಮಾದರಿಯಾಗಬೇಕು ಎಂದು ತಿಳಿಸಿದರು. ಕಾರ್ಯಕ್ರಮದಲ್ಲಿ ಆರಂಭದಲ್ಲಿ ವಿಜ್ಞಾನ ವಿಭಾಗದ ಮುಖ್ಯಸ್ಥ ಡಾ. ವಿಶ್ವನಾಥ ಕೋರಿ ಅವರು ಅತಿಥಿಗಳನ್ನು ಹಾಗೂ ವಿದ್ಯಾರ್ಥಿಗಳನ್ನು ಸ್ವಾಗತಿಸಿದರು. ಡಾ. ವೀಣಾ ಇ. ಅವರು ಕಾರ್ಯಕ್ರಮದ ಉದ್ದೇಶವನ್ನು ಪರಿಚಯಿಸಿದರು. ಕಾರ್ಯಕ್ರಮವನ್ನು ವಿಜ್ಞಾನ ಉಪನ್ಯಾಸಕರು ಸುರೇಖಾ ಕುಲಕರ್ಣಿ ನಿರೂಪಿಸಿದರು. ಕಾರ್ಯಕ್ರಮದಲ್ಲಿ ಕಾಲೇಜಿನ ಪ್ರಾಧ್ಯಾಪಕರು, ಸಿಬ್ಬಂದಿ ವರ್ಗದವರು ಹಾಗೂ ವಿದ್ಯಾರ್ಥಿಗಳು ಉಪಸ್ಥಿತರಿದ್ದರು. — [889, 1432, 1161, 1636]
headline-rule — [341, 1426, 1164, 1428]
headline-rule — [1175, 695, 1691, 696]
story4-col1: ಗದಗ: ಕೆ.ಎಲ್.ಇ. ಸಂಸ್ಥೆಯ ಕಲಾ ಹಾಗೂ ವಾಣಿಜ್ಯ ಮಹಾವಿದ್ಯಾಲಯದ ಗದಗದಲ್ಲಿ 2026-27ನೇ ಸಾಲಿನ ಪ್ರಥಮ ವರ್ಷದ ಬಿ.ಎ. ಹಾಗೂ ಬಿ.ಕಾಂ. ವಿದ್ಯಾರ್ಥಿಗಳಿಗಾಗಿ ಆಯೋಜಿಸಿದ್ದ ಪ್ರವೇಶಾತಿ (ಓರಿಯೆಂಟೇಶನ್) ಕಾರ್ಯಕ್ರಮದಲ್ಲಿ ಮುಖ್ಯ ಅತಿಥಿಗಳಾಗಿ ಆಗಮಿಸಿದ್ದ ಆಂಗ್ಲ ಭಾಷಾ ಉಪನ್ಯಾಸಕರು ಡಾ. ಪಿ. ಜಿ. ಪಾಟೀಲ ಅವರು — [347, 1682, 606, 1758]
header-rule — [43, 52, 1691, 53]
headline: ರೈತರ ವಂಚನೆ ತಡೆಗೆ ಎಪಿಎಂಸಿ ಅಧಿಕಾರಿಗಳು ಕ್ರಮ ವಹಿಸಿ — [430, 646, 1075, 687]
headline-rule — [1175, 1612, 1691, 1613]
headline: ಗದಗ ವಿಧಾನ ಸಭಾ ಮತಕ್ಷೇತ್ರದ ಎಸ್.ಐ.ಆರ್. ವರದಿ — [1175, 1580, 1567, 1606]
story1-photo — [894, 238, 1144, 536]
divider — [86, 1376, 280, 1377]
headline: ಉನ್ನತ ಶಿಕ್ಷಣದಲ್ಲಿ ಯಶಸ್ಸಿಗೆ ಕೌಶಲ್ಯಗಳ ಅಗತ್ಯವಿದೆ — [455, 1377, 1050, 1420]
story4-col2: ವಿದ್ಯಾರ್ಥಿಗಳನ್ನು ಉದ್ದೇಶಿಸಿ ಮಾತನಾಡಿದರು. ಬಿ.ಎ. ಹಾಗೂ ಬಿ.ಕಾಂ. ಪದವಿ ವಿದ್ಯಾರ್ಥಿಗಳು ಕೇವಲ ಪಠ್ಯಕ್ಕೆ ಮಾತ್ರ ಸೀಮಿತರಾಗದೆ ಸಂವಹನ ಕೌಶಲ್ಯ, ಕಂಪ್ಯೂಟರ್ ಜ್ಞಾನ, ಬ್ಯಾಂಕಿಂಗ್, ಸ್ಪರ್ಧಾತ್ಮಕ ಪರೀಕ್ಷೆಗಳ ತಯಾರಿ ಸೇರಿದಂತೆ ವಿವಿಧ ಕ್ಷೇತ್ರಗಳಲ್ಲಿ ಉತ್ತಮ ಜ್ಞಾನ ಬೆಳೆಸಿಕೊಳ್ಳಬೇಕು ಹಾಗೂ ಉನ್ನತ ಶಿಕ್ಷಣದ ಅವಕಾಶಗಳನ್ನು ಸದುಪಯೋಗ ಪಡಿಸಿಕೊಳ್ಳಬೇಕು ಎಂದು ಹೇಳಿದರು. — [613, 1682, 881, 1758]
sidebar-item-title: ಅರ್ಜಿ ಆಹ್ವಾನ — [126, 1341, 242, 1370]
